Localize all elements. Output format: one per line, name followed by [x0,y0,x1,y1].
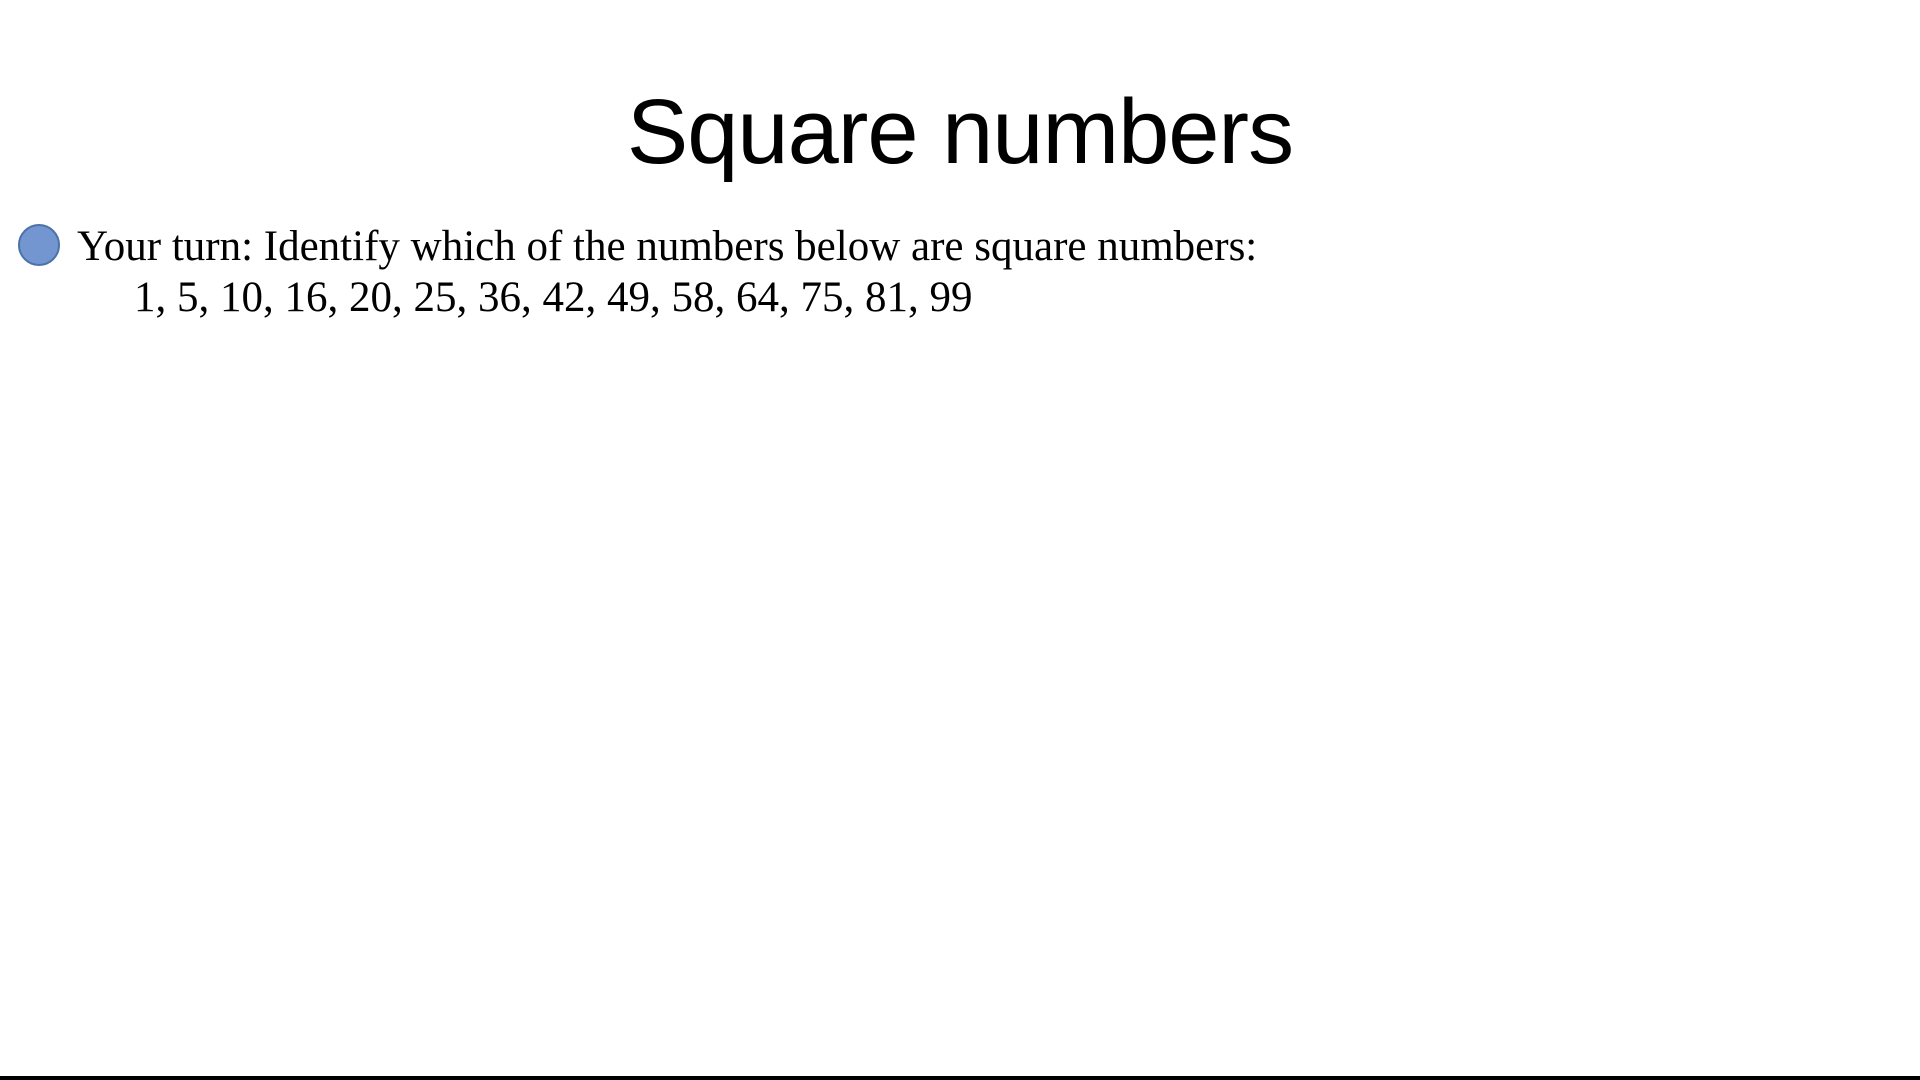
bullet-numbers-list: 1, 5, 10, 16, 20, 25, 36, 42, 49, 58, 64, 75, 81, 99 [134,274,973,321]
bullet-instruction-text: Your turn: Identify which of the numbers below are square numbers: [77,223,1258,270]
bullet-list-item [18,221,1257,323]
slide-title: Square numbers [626,81,1294,183]
slide-bottom-edge-line [0,1076,1920,1080]
circle-bullet-icon [18,224,60,266]
bullet-text-block [77,221,1257,323]
